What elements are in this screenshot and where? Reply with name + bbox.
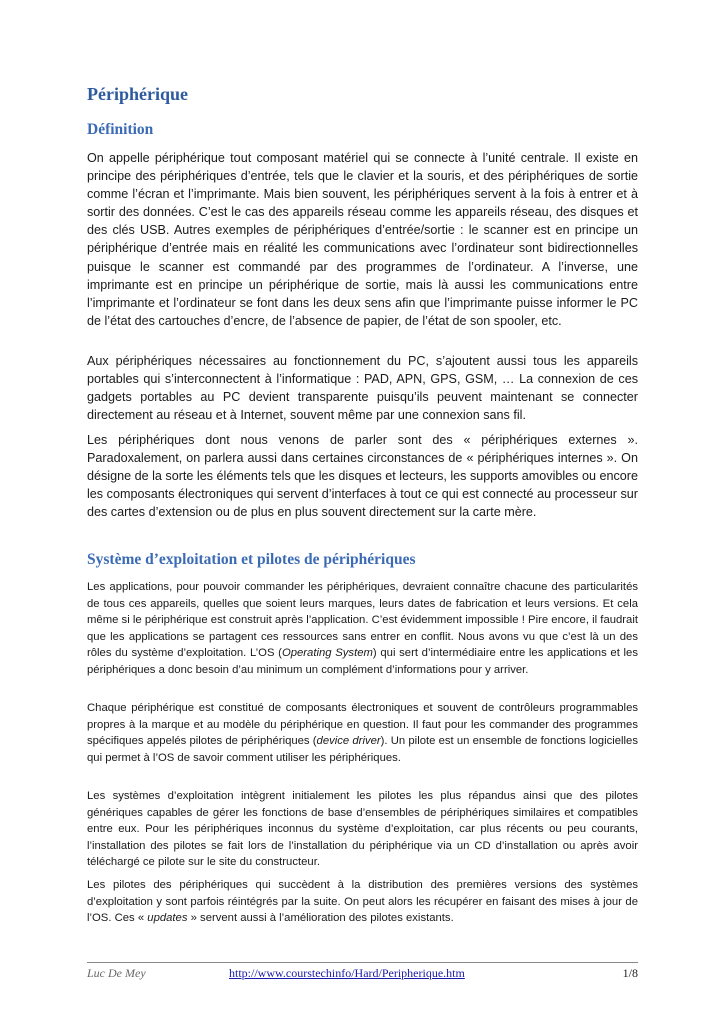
footer-link[interactable]: http://www.courstechinfo/Hard/Peripherique.htm (229, 966, 465, 980)
paragraph-os-4: Les pilotes des périphériques qui succèdent à la distribution des premières versions des systèmes d’exploitation y sont parfois réintégrés par la suite. On peut alors les récupérer en faisant des mises à jour de l’OS. Ces « updates » servent aussi à l’amélioration des pilotes existants. (87, 879, 638, 924)
paragraph-definition-2: Aux périphériques nécessaires au fonctionnement du PC, s’ajoutent aussi tous les appareils portables qui s’interconnectent à l’informatique : PAD, APN, GPS, GSM, … La connexion de ces gadgets portables au PC devient transparente puisqu’ils peuvent maintenant se connecter directement au réseau et à Internet, souvent même par une connexion sans fil. (87, 354, 638, 423)
emphasis-operating-system: Operating System (281, 647, 373, 659)
paragraph-definition-3: Les périphériques dont nous venons de parler sont des « périphériques externes ». Paradoxalement, on parlera aussi dans certaines circonstances de « périphériques internes ». On désigne de la sorte les éléments tels que les disques et lecteurs, les supports amovibles ou encore les composants électroniques qui servent d’interfaces à tout ce qui est connecté au processeur sur des cartes d’extension ou de plus en plus souvent directement sur la carte mère. (87, 433, 638, 520)
section-heading-os-drivers: Système d’exploitation et pilotes de périphériques (87, 551, 416, 568)
section-heading-definition: Définition (87, 121, 154, 138)
paragraph-os-1: Les applications, pour pouvoir commander les périphériques, devraient connaître chacune des particularités de tous ces appareils, quelles que soient leurs marques, leurs dates de fabrication et leurs versions. Et cela même si le périphérique est construit après l’application. C’est évidemment impossible ! Pire encore, il faudrait que les applications se partagent ces ressources sans entrer en conflit. Nous avons vu que c’est là un des rôles du système d’exploitation. L’OS (Operating System) qui sert d’intermédiaire entre les applications et les périphériques a donc besoin d’au minimum un complément d’informations pour y arriver. (87, 581, 638, 676)
paragraph-os-3: Les systèmes d’exploitation intègrent initialement les pilotes les plus répandus ainsi que des pilotes génériques capables de gérer les fonctions de base d’ensembles de périphériques similaires et compatibles entre eux. Pour les périphériques inconnus du système d’exploitation, car plus récents ou peu courants, l’installation des pilotes se fait lors de l’installation du périphérique via un CD d’installation ou après avoir téléchargé ce pilote sur le site du constructeur. (87, 790, 638, 868)
emphasis-device-driver: device driver (316, 735, 381, 747)
document-page (87, 0, 638, 1024)
footer-author: Luc De Mey (87, 966, 146, 980)
emphasis-updates: updates (147, 912, 188, 924)
footer-page-number: 1/8 (622, 966, 638, 980)
paragraph-os-2: Chaque périphérique est constitué de composants électroniques et souvent de contrôleurs programmables propres à la marque et au modèle du périphérique en question. Il faut pour les commander des programmes spécifiques appelés pilotes de périphériques (device driver). Un pilote est un ensemble de fonctions logicielles qui permet à l’OS de savoir comment utiliser les périphériques. (87, 702, 638, 764)
page-footer (87, 966, 638, 982)
footer-divider (87, 962, 638, 963)
page-title: Périphérique (87, 84, 188, 104)
paragraph-definition-1: On appelle périphérique tout composant matériel qui se connecte à l’unité centrale. Il existe en principe des périphériques d’entrée, tels que le clavier et la souris, et des périphériques de sortie comme l’écran et l’imprimante. Mais bien souvent, les périphériques servent à la fois à entrer et à sortir des données. C’est le cas des appareils réseau comme les appareils réseau, des disques et des clés USB. Autres exemples de périphériques d’entrée/sortie : le scanner est en principe un périphérique d’entrée mais en réalité les communications avec l’ordinateur sont bidirectionnelles puisque le scanner est commandé par des programmes de l’ordinateur. A l’inverse, une imprimante est en principe un périphérique de sortie, mais là aussi les communications entre l’imprimante et l’ordinateur se font dans les deux sens afin que l’imprimante puisse informer le PC de l’état des cartouches d’encre, de l’absence de papier, de l’état de son spooler, etc. (87, 151, 638, 328)
